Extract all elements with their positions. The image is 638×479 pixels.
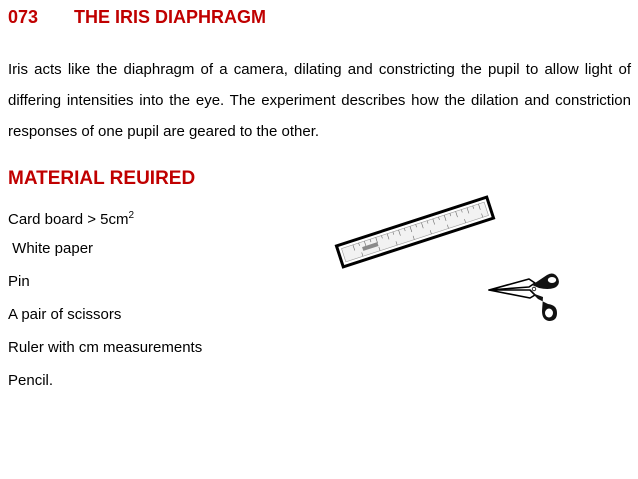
- list-item-white-paper: White paper: [8, 240, 94, 257]
- experiment-title: THE IRIS DIAPHRAGM: [74, 7, 267, 27]
- list-item-ruler: Ruler with cm measurements: [8, 339, 203, 356]
- superscript: 2: [128, 210, 135, 221]
- list-item-label: Card board > 5cm: [8, 211, 129, 228]
- experiment-number: 073: [8, 7, 39, 27]
- list-item-card-board: [8, 203, 202, 236]
- ruler-icon: [332, 194, 498, 270]
- list-item-scissors: A pair of scissors: [8, 306, 122, 323]
- scissors-icon: [485, 266, 565, 324]
- list-item-pin: Pin: [8, 273, 30, 290]
- materials-list: [8, 203, 202, 401]
- list-item-pencil: Pencil.: [8, 372, 54, 389]
- materials-heading: MATERIAL REUIRED: [8, 168, 196, 189]
- page-title: [8, 7, 266, 28]
- intro-paragraph: Iris acts like the diaphragm of a camera, dilating and constricting the pupil to allow light of differing intensities into the eye. The experiment describes how the dilation and constriction responses of one pupil are geared to the other.: [8, 61, 631, 140]
